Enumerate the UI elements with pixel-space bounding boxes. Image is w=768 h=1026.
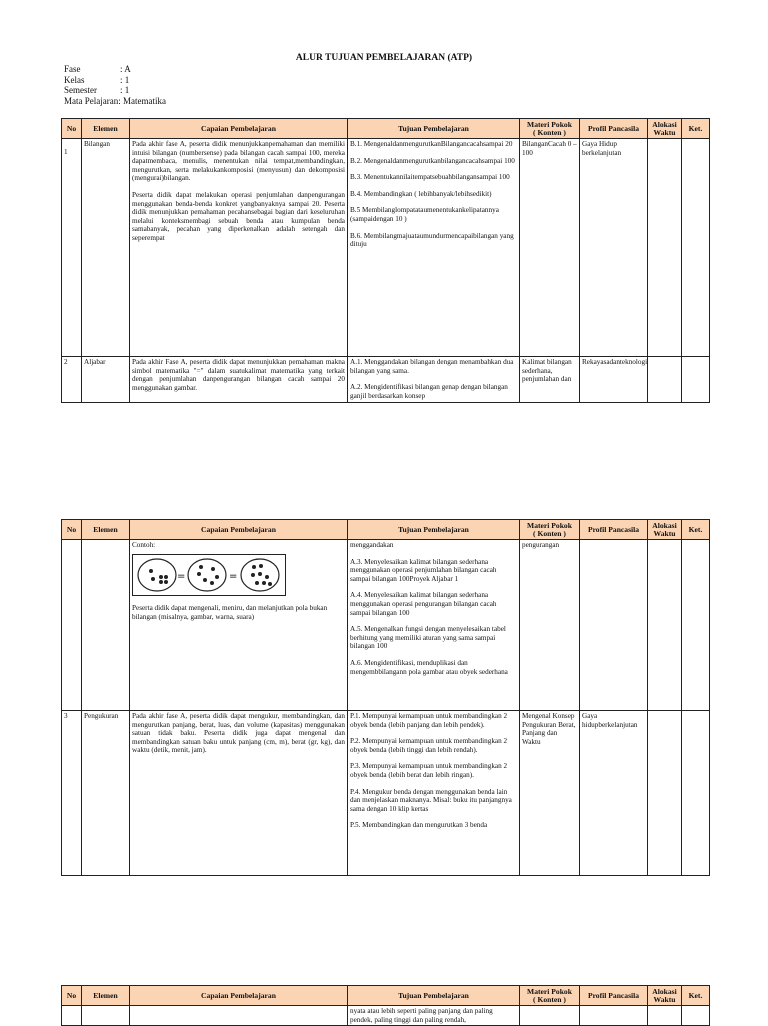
pattern-example-image — [132, 554, 286, 596]
tujuan-item: A.4. Menyelesaikan kalimat bilangan sederhana menggunakan operasi pengurangan bilangan cacah sampai bilangan 100 — [350, 591, 497, 617]
tujuan-item: B.1. MengenaldanmengurutkanBilangancacahsampai 20 — [350, 140, 513, 148]
cell-alokasi — [648, 1006, 682, 1026]
meta-value: : A — [120, 64, 131, 74]
capaian-text: Pada akhir Fase A, peserta didik dapat menunjukkan pemahaman makna simbol matematika "=" dalam suatukalimat matematika yang terkait dengan penjumlahan danpengurangan bilangan cacah sampai 20 menggunakan gambar. — [132, 358, 345, 392]
capaian-text: Peserta didik dapat mengenali, meniru, dan melanjutkan pola bukan bilangan (misalnya, gambar, warna, suara) — [132, 604, 328, 621]
atp-table-1 — [61, 118, 710, 403]
cell-elemen — [82, 1006, 130, 1026]
header-materi — [520, 520, 580, 540]
cell-ket — [682, 357, 710, 403]
cell-elemen: Pengukuran — [82, 711, 130, 876]
row-number: 1 — [64, 148, 68, 156]
table-header-row — [62, 986, 710, 1006]
tujuan-item: B.5 Membilanglompatataumenentukankelipatannya (sampaidengan 10 ) — [350, 206, 499, 223]
header-elemen: Elemen — [82, 986, 130, 1006]
header-ket: Ket. — [682, 986, 710, 1006]
header-alokasi-line2: Waktu — [653, 994, 676, 1004]
cell-capaian — [130, 540, 348, 711]
cell-alokasi — [648, 711, 682, 876]
tujuan-item: B.3. Menentukannilaitempatsebuahbilangansampai 100 — [350, 173, 510, 182]
header-elemen: Elemen — [82, 520, 130, 540]
cell-profil: Gaya hidupberkelanjutan — [580, 711, 648, 876]
cell-ket — [682, 540, 710, 711]
cell-no: 3 — [62, 711, 82, 876]
header-ket: Ket. — [682, 119, 710, 139]
atp-table-3 — [61, 985, 710, 1026]
cell-tujuan — [348, 139, 520, 357]
header-elemen: Elemen — [82, 119, 130, 139]
cell-materi: BilanganCacah 0 – 100 — [520, 139, 580, 357]
tujuan-item: A.2. Mengidentifikasi bilangan genap dengan bilangan ganjil berdasarkan konsep — [350, 383, 508, 400]
header-profil: Profil Pancasila — [580, 986, 648, 1006]
tujuan-item: B.6. Membilangmajuataumundurmencapaibilangan yang dituju — [350, 231, 514, 249]
header-materi-line1: Materi Pokok — [527, 119, 572, 129]
tujuan-item: P.4. Mengukur benda dengan menggunakan benda lain dan menjelaskan maknanya. Misal: buku itu panjangnya sama dengan 10 klip kertas — [350, 787, 512, 813]
cell-no — [62, 540, 82, 711]
header-no: No — [62, 119, 82, 139]
meta-value: : Matematika — [118, 95, 166, 106]
cell-capaian: Pada akhir fase A, peserta didik dapat mengukur, membandingkan, dan mengurutkan panjang, berat, luas, dan volume (kapasitas) menggunakan satuan tidak baku. Peserta didik juga dapat mengenal dan membandingkan satuan baku untuk panjang (cm, m), berat (gr, kg), dan waktu (detik, menit, jam). — [130, 711, 348, 876]
meta-value: : 1 — [120, 74, 130, 85]
header-capaian: Capaian Pembelajaran — [130, 520, 348, 540]
cell-tujuan — [348, 540, 520, 711]
meta-label: Fase — [64, 64, 81, 74]
cell-tujuan — [348, 1006, 520, 1026]
meta-label: Kelas — [64, 74, 85, 85]
cell-elemen — [82, 540, 130, 711]
cell-profil: Gaya Hidup berkelanjutan — [580, 139, 648, 357]
header-ket: Ket. — [682, 520, 710, 540]
tujuan-item: P.5. Membandingkan dan mengurutkan 3 benda — [350, 821, 488, 830]
header-capaian: Capaian Pembelajaran — [130, 986, 348, 1006]
tujuan-text-clip — [350, 358, 517, 401]
header-alokasi — [648, 520, 682, 540]
atp-table-2 — [61, 519, 710, 876]
equals-symbol: = — [229, 570, 238, 582]
cell-no — [62, 1006, 82, 1026]
tujuan-item: P.1. Mempunyai kemampuan untuk membandingkan 2 obyek benda (lebih panjang dan lebih pendek). — [350, 712, 508, 729]
header-materi — [520, 986, 580, 1006]
cell-tujuan — [348, 711, 520, 876]
tujuan-item: A.5. Mengenalkan fungsi dengan menyelesaikan tabel berhitung yang memiliki aturan yang sama sampai bilangan 100 — [350, 625, 506, 651]
tujuan-item: menggandakan — [350, 541, 394, 549]
header-materi-line1: Materi Pokok — [527, 520, 572, 530]
tujuan-item: B.4. Membandingkan ( lebihbanyak/lebihsedikit) — [350, 189, 492, 198]
table-row — [62, 711, 710, 876]
tujuan-item: A.6. Mengidentifikasi, menduplikasi dan mengembbilangann pola gambar atau obyek sederhana — [350, 658, 508, 676]
cell-profil — [580, 1006, 648, 1026]
cell-no: 2 — [62, 357, 82, 403]
header-no: No — [62, 520, 82, 540]
cell-no — [62, 139, 82, 357]
table-header-row — [62, 520, 710, 540]
header-materi-line2: ( Konten ) — [533, 127, 566, 137]
cell-ket — [682, 711, 710, 876]
header-tujuan: Tujuan Pembelajaran — [348, 986, 520, 1006]
capaian-paragraph: Peserta didik dapat melakukan operasi penjumlahan danpengurangan menggunakan benda-benda konkret yangbanyaknya sampai 20. Peserta didik menunjukkan pemahaman pecahansebagai bagian dari keseluruhan melalui konteksmembagi sebuah benda atau kumpulan benda samabanyak, pecahan yang diperkenalkan adalah setengah dan seperempat — [132, 190, 345, 242]
header-capaian: Capaian Pembelajaran — [130, 119, 348, 139]
cell-alokasi — [648, 139, 682, 357]
cell-elemen: Bilangan — [82, 139, 130, 357]
header-alokasi-line2: Waktu — [653, 528, 676, 538]
header-alokasi-line1: Alokasi — [652, 986, 677, 996]
tujuan-item: A.1. Menggandakan bilangan dengan menambahkan dua bilangan yang sama. — [350, 358, 514, 375]
cell-alokasi — [648, 540, 682, 711]
header-materi-line1: Materi Pokok — [527, 986, 572, 996]
table-header-row — [62, 119, 710, 139]
table-row — [62, 540, 710, 711]
equals-symbol: = — [177, 570, 186, 582]
header-no: No — [62, 986, 82, 1006]
cell-ket — [682, 1006, 710, 1026]
document-meta — [64, 64, 166, 106]
cell-profil: Rekayasadanteknologi — [580, 357, 648, 403]
cell-materi — [520, 357, 580, 403]
cell-profil — [580, 540, 648, 711]
table-row — [62, 139, 710, 357]
cell-capaian — [130, 357, 348, 403]
document-title: ALUR TUJUAN PEMBELAJARAN (ATP) — [295, 53, 473, 63]
cell-materi: Mengenal Konsep Pengukuran Berat, Panjang dan Waktu — [520, 711, 580, 876]
cell-capaian — [130, 1006, 348, 1026]
header-tujuan: Tujuan Pembelajaran — [348, 520, 520, 540]
table-row — [62, 357, 710, 403]
cell-capaian — [130, 139, 348, 357]
header-profil: Profil Pancasila — [580, 119, 648, 139]
header-alokasi-line1: Alokasi — [652, 520, 677, 530]
tujuan-item: P.2. Mempunyai kemampuan untuk membandingkan 2 obyek benda (lebih tinggi dan lebih rendah). — [350, 737, 508, 754]
table-row — [62, 1006, 710, 1026]
contoh-label: Contoh: — [132, 541, 156, 549]
tujuan-item: A.3. Menyelesaikan kalimat bilangan sederhana menggunakan operasi penjumlahan bilangan cacah sampai bilangan 100Proyek Aljabar 1 — [350, 557, 497, 583]
header-materi — [520, 119, 580, 139]
tujuan-text: nyata atau lebih seperti paling panjang dan paling pendek, paling tinggi dan paling rendah, — [350, 1007, 493, 1024]
header-alokasi-line1: Alokasi — [652, 119, 677, 129]
cell-ket — [682, 139, 710, 357]
tujuan-item: B.2. Mengenaldanmengurutkanbilangancacahsampai 100 — [350, 156, 515, 165]
cell-tujuan — [348, 357, 520, 403]
materi-text: Kalimat bilangan sederhana, penjumlahan dan — [522, 358, 572, 384]
header-materi-line2: ( Konten ) — [533, 528, 566, 538]
cell-elemen: Aljabar — [82, 357, 130, 403]
cell-alokasi — [648, 357, 682, 403]
cell-materi: pengurangan — [520, 540, 580, 711]
meta-value: : 1 — [120, 85, 130, 95]
cell-materi — [520, 1006, 580, 1026]
meta-label-subject: Mata Pelajaran — [64, 95, 119, 106]
capaian-paragraph: Pada akhir fase A, peserta didik menunjukkanpemahaman dan memiliki intuisi bilangan (numbersense) pada bilangan cacah sampai 100, mereka dapatmembaca, menulis, menentukan nilai tempat,membandingkan, mengurutkan, serta melakukankomposisi (menyusun) dan dekomposisi (mengurai)bilangan. — [132, 140, 345, 183]
header-alokasi-line2: Waktu — [653, 127, 676, 137]
meta-label: Semester — [64, 85, 97, 95]
tujuan-item: P.3. Mempunyai kemampuan untuk membandingkan 2 obyek benda (lebih berat dan lebih ringan). — [350, 762, 508, 779]
header-tujuan: Tujuan Pembelajaran — [348, 119, 520, 139]
header-profil: Profil Pancasila — [580, 520, 648, 540]
header-alokasi — [648, 986, 682, 1006]
header-materi-line2: ( Konten ) — [533, 994, 566, 1004]
header-alokasi — [648, 119, 682, 139]
